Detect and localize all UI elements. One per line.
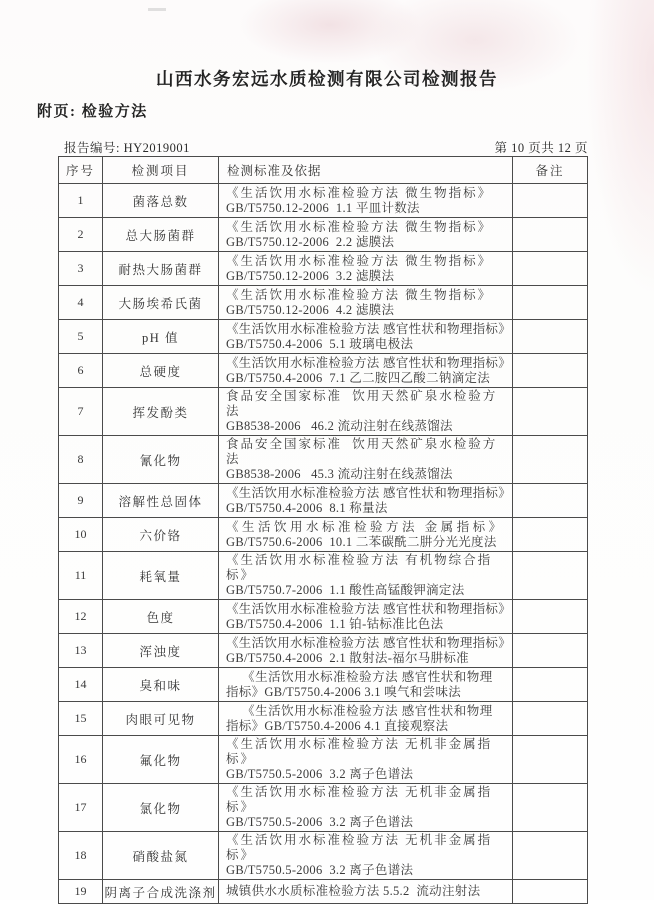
cell-remark: [513, 436, 588, 484]
table-row: [59, 668, 588, 702]
standard-line2: GB/T5750.12-2006 3.2 滤膜法: [226, 268, 395, 283]
standard-line1: 《生活饮用水标准检验方法 金属指标》: [226, 519, 505, 534]
cell-no: 1: [59, 184, 103, 218]
cell-item: 挥发酚类: [103, 388, 219, 436]
standard-line2: GB/T5750.12-2006 4.2 滤膜法: [226, 302, 395, 317]
cell-standard: [219, 218, 513, 252]
cell-no: 4: [59, 286, 103, 320]
table-row: [59, 702, 588, 736]
cell-remark: [513, 668, 588, 702]
report-number: 报告编号: HY2019001: [64, 141, 190, 155]
cell-item: 氟化物: [103, 736, 219, 784]
cell-no: 10: [59, 518, 103, 552]
table-row: [59, 252, 588, 286]
cell-item: 大肠埃希氏菌: [103, 286, 219, 320]
cell-no: 18: [59, 832, 103, 880]
table-row: [59, 484, 588, 518]
cell-standard: [219, 736, 513, 784]
standard-line1: 食品安全国家标准 饮用天然矿泉水检验方法: [226, 389, 498, 418]
standard-line2: GB8538-2006 45.3 流动注射在线蒸馏法: [226, 467, 453, 481]
cell-no: 16: [59, 736, 103, 784]
cell-no: 2: [59, 218, 103, 252]
cell-no: 9: [59, 484, 103, 518]
cell-standard: [219, 832, 513, 880]
standard-line2: GB8538-2006 46.2 流动注射在线蒸馏法: [226, 419, 453, 433]
table-row: [59, 832, 588, 880]
cell-remark: [513, 218, 588, 252]
table-row: [59, 784, 588, 832]
cell-remark: [513, 484, 588, 518]
cell-item: 浑浊度: [103, 634, 219, 668]
standard-line1: 《生活饮用水标准检验方法 感官性状和物理指标》: [226, 601, 512, 616]
cell-remark: [513, 388, 588, 436]
standard-line1: 《生活饮用水标准检验方法 感官性状和物理指标》: [226, 485, 512, 500]
cell-remark: [513, 320, 588, 354]
standard-line1: 《生活饮用水标准检验方法 感官性状和物理指标》: [226, 355, 512, 370]
cell-item: 耗氧量: [103, 552, 219, 600]
cell-no: 15: [59, 702, 103, 736]
standard-line1: 《生活饮用水标准检验方法 微生物指标》: [226, 219, 493, 234]
standard-line2: GB/T5750.4-2006 1.1 铂-钴标准比色法: [226, 616, 444, 631]
standard-line1: 食品安全国家标准 饮用天然矿泉水检验方法: [226, 437, 498, 466]
cell-remark: [513, 552, 588, 600]
cell-standard: [219, 600, 513, 634]
standard-line1: 《生活饮用水标准检验方法 感官性状和物理: [242, 703, 493, 718]
cell-standard: [219, 252, 513, 286]
cell-standard: [219, 286, 513, 320]
cell-standard: [219, 320, 513, 354]
table-row: [59, 518, 588, 552]
cell-no: 11: [59, 552, 103, 600]
cell-no: 19: [59, 880, 103, 904]
cell-remark: [513, 518, 588, 552]
col-header-remark: 备注: [513, 157, 588, 184]
standard-line2: GB/T5750.4-2006 8.1 称量法: [226, 500, 388, 515]
col-header-no: 序号: [59, 157, 103, 184]
cell-remark: [513, 634, 588, 668]
cell-no: 7: [59, 388, 103, 436]
standard-line2: GB/T5750.4-2006 5.1 玻璃电极法: [226, 336, 414, 351]
standard-line2: GB/T5750.5-2006 3.2 离子色谱法: [226, 863, 414, 877]
cell-no: 14: [59, 668, 103, 702]
page-number: 第 10 页共 12 页: [494, 141, 588, 155]
appendix-subtitle: 附页: 检验方法: [37, 104, 148, 120]
standard-line2: GB/T5750.6-2006 10.1 二苯碳酰二肼分光光度法: [226, 534, 497, 549]
standard-line2: 指标》GB/T5750.4-2006 3.1 嗅气和尝味法: [226, 684, 462, 699]
cell-standard: [219, 668, 513, 702]
cell-no: 12: [59, 600, 103, 634]
table-row: [59, 552, 588, 600]
standard-line1: 《生活饮用水标准检验方法 微生物指标》: [226, 185, 493, 200]
cell-item: 肉眼可见物: [103, 702, 219, 736]
table-row: [59, 218, 588, 252]
standard-line2: GB/T5750.4-2006 7.1 乙二胺四乙酸二钠滴定法: [226, 370, 491, 385]
cell-remark: [513, 832, 588, 880]
standard-line1: 《生活饮用水标准检验方法 无机非金属指标》: [226, 785, 493, 814]
cell-no: 6: [59, 354, 103, 388]
standard-line1: 城镇供水水质标准检验方法 5.5.2 流动注射法: [226, 884, 481, 898]
cell-item: 六价铬: [103, 518, 219, 552]
cell-standard: [219, 552, 513, 600]
table-row: [59, 600, 588, 634]
cell-no: 3: [59, 252, 103, 286]
cell-remark: [513, 702, 588, 736]
cell-item: 色度: [103, 600, 219, 634]
cell-item: 臭和味: [103, 668, 219, 702]
methods-table: [58, 156, 588, 904]
cell-remark: [513, 252, 588, 286]
table-row: [59, 320, 588, 354]
cell-standard: [219, 184, 513, 218]
table-row: [59, 736, 588, 784]
cell-standard: [219, 484, 513, 518]
cell-remark: [513, 784, 588, 832]
cell-item: 总大肠菌群: [103, 218, 219, 252]
standard-line2: GB/T5750.5-2006 3.2 离子色谱法: [226, 815, 414, 829]
cell-standard: [219, 518, 513, 552]
cell-no: 13: [59, 634, 103, 668]
cell-item: 耐热大肠菌群: [103, 252, 219, 286]
standard-line2: GB/T5750.4-2006 2.1 散射法-福尔马肼标准: [226, 650, 469, 665]
standard-line1: 《生活饮用水标准检验方法 无机非金属指标》: [226, 737, 493, 766]
cell-remark: [513, 184, 588, 218]
standard-line1: 《生活饮用水标准检验方法 有机物综合指标》: [226, 553, 493, 582]
cell-standard: [219, 436, 513, 484]
scan-smudge: [148, 8, 166, 11]
cell-standard: [219, 634, 513, 668]
table-row: [59, 436, 588, 484]
standard-line1: 《生活饮用水标准检验方法 无机非金属指标》: [226, 833, 493, 862]
table-row: [59, 354, 588, 388]
cell-item: pH 值: [103, 320, 219, 354]
cell-remark: [513, 736, 588, 784]
table-row: [59, 184, 588, 218]
cell-item: 溶解性总固体: [103, 484, 219, 518]
cell-no: 17: [59, 784, 103, 832]
standard-line1: 《生活饮用水标准检验方法 感官性状和物理指标》: [226, 321, 512, 336]
cell-no: 5: [59, 320, 103, 354]
col-header-standard: 检测标准及依据: [219, 157, 513, 184]
cell-standard: [219, 354, 513, 388]
standard-line1: 《生活饮用水标准检验方法 感官性状和物理指标》: [226, 635, 512, 650]
standard-line2: 指标》GB/T5750.4-2006 4.1 直接观察法: [226, 718, 449, 733]
cell-item: 氯化物: [103, 784, 219, 832]
cell-item: 硝酸盐氮: [103, 832, 219, 880]
cell-standard: [219, 702, 513, 736]
table-header-row: [59, 157, 588, 184]
table-row: [59, 634, 588, 668]
standard-line2: GB/T5750.12-2006 2.2 滤膜法: [226, 234, 395, 249]
standard-line1: 《生活饮用水标准检验方法 微生物指标》: [226, 253, 493, 268]
cell-no: 8: [59, 436, 103, 484]
table-row: [59, 388, 588, 436]
standard-line1: 《生活饮用水标准检验方法 感官性状和物理: [242, 669, 493, 684]
standard-line2: GB/T5750.12-2006 1.1 平皿计数法: [226, 200, 420, 215]
cell-item: 总硬度: [103, 354, 219, 388]
cell-standard: [219, 388, 513, 436]
cell-item: 阴离子合成洗涤剂: [103, 880, 219, 904]
report-title: 山西水务宏远水质检测有限公司检测报告: [156, 69, 498, 89]
cell-standard: [219, 784, 513, 832]
cell-item: 氰化物: [103, 436, 219, 484]
table-row: [59, 286, 588, 320]
cell-remark: [513, 354, 588, 388]
standard-line2: GB/T5750.5-2006 3.2 离子色谱法: [226, 767, 414, 781]
methods-table-body: [59, 184, 588, 904]
standard-line2: GB/T5750.7-2006 1.1 酸性高锰酸钾滴定法: [226, 583, 465, 597]
cell-item: 菌落总数: [103, 184, 219, 218]
standard-line1: 《生活饮用水标准检验方法 微生物指标》: [226, 287, 493, 302]
col-header-item: 检测项目: [103, 157, 219, 184]
cell-remark: [513, 600, 588, 634]
cell-remark: [513, 286, 588, 320]
